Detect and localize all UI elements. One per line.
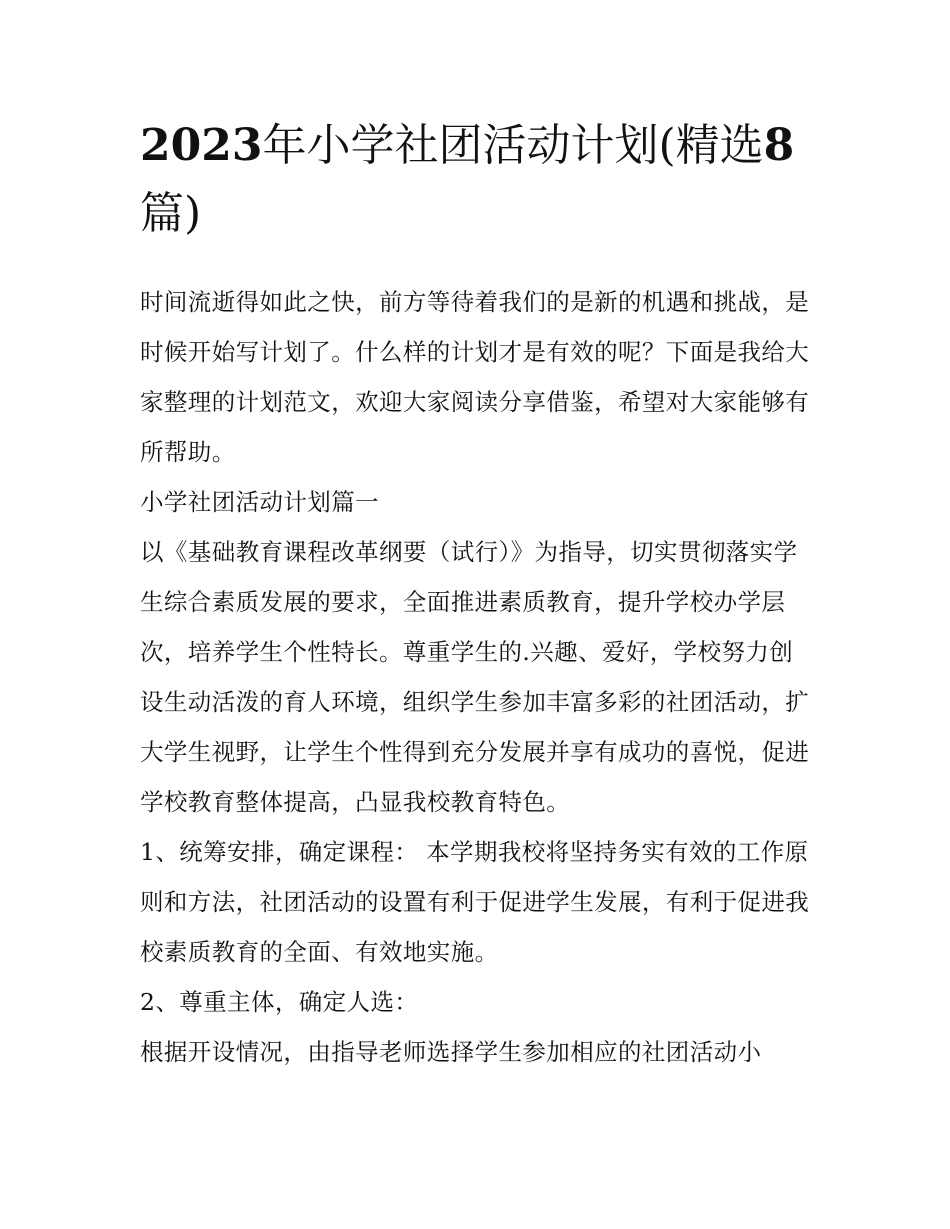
document-body xyxy=(140,277,812,1077)
title-text-1: 年小学社团活动计划(精选 xyxy=(262,120,764,171)
body-paragraph: 1、统筹安排，确定课程： 本学期我校将坚持务实有效的工作原则和方法，社团活动的设置有利于促进学生发展，有利于促进我校素质教育的全面、有效地实施。 xyxy=(140,838,810,966)
title-count: 8 xyxy=(763,120,795,171)
body-paragraph: 根据开设情况，由指导老师选择学生参加相应的社团活动小 xyxy=(140,1038,762,1066)
document-title xyxy=(140,112,800,248)
title-year: 2023 xyxy=(140,120,263,171)
body-paragraph: 2、尊重主体，确定人选： xyxy=(140,988,419,1016)
section-heading: 小学社团活动计划篇一 xyxy=(140,488,379,516)
body-paragraph: 以《基础教育课程改革纲要（试行）》为指导，切实贯彻落实学生综合素质发展的要求，全面推进素质教育，提升学校办学层次，培养学生个性特长。尊重学生的.兴趣、爱好，学校努力创设生动活泼的育人环境，组织学生参加丰富多彩的社团活动，扩大学生视野，让学生个性得到充分发展并享有成功的喜悦，促进学校教育整体提高，凸显我校教育特色。 xyxy=(140,538,810,816)
title-text-2: 篇) xyxy=(140,188,202,239)
intro-paragraph: 时间流逝得如此之快，前方等待着我们的是新的机遇和挑战，是时候开始写计划了。什么样的计划才是有效的呢？下面是我给大家整理的计划范文，欢迎大家阅读分享借鉴，希望对大家能够有所帮助。 xyxy=(140,288,810,466)
